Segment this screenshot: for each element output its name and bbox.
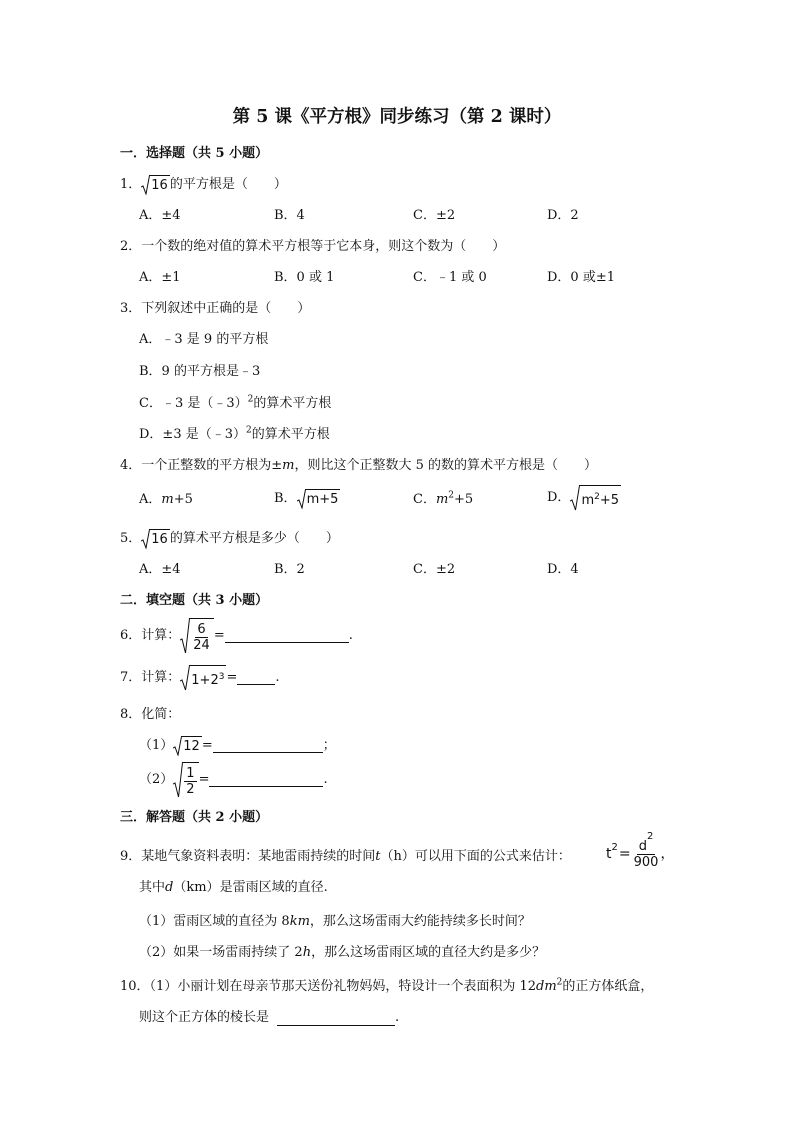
sqrt-expression xyxy=(141,175,170,195)
question-8: 8．化简： xyxy=(120,707,181,722)
answer-blank[interactable] xyxy=(225,630,349,643)
radicand: m $^2$ +5 xyxy=(580,485,621,511)
question-6: 6．计算： $\frac{6}{24}$ = . xyxy=(120,618,353,654)
question-9-part-2: （2）如果一场雷雨持续了 2h，那么这场雷雨区域的直径大约是多少？ xyxy=(139,945,546,960)
radical-sign-icon xyxy=(173,762,183,798)
option-a: A．m+5 xyxy=(139,492,193,507)
question-10-line-2: 则这个正方体的棱长是 . xyxy=(139,1010,400,1025)
radicand: 12 xyxy=(182,736,202,756)
question-8-part-2: （2） $\frac{1}{2}$ = . xyxy=(139,762,328,798)
option-a: A．±1 xyxy=(139,270,181,285)
question-number: 5． xyxy=(120,531,142,546)
question-4: 4．一个正整数的平方根为±m，则比这个正整数大 5 的数的算术平方根是（ ） xyxy=(120,458,598,473)
option-b: B．2 xyxy=(274,562,305,577)
answer-blank[interactable] xyxy=(237,672,275,685)
question-5 xyxy=(120,528,339,550)
question-8-part-1: （1） 12 = ； xyxy=(139,735,336,757)
fraction: $\frac{d^2}{900}$ xyxy=(633,831,659,870)
radicand: 16 xyxy=(150,175,170,195)
section-heading-choice: 一．选择题（共 5 小题） xyxy=(120,146,269,161)
sqrt-expression xyxy=(297,489,341,509)
answer-blank[interactable] xyxy=(277,1013,395,1026)
question-number: 1． xyxy=(120,177,142,192)
option-c: C．±2 xyxy=(413,562,456,577)
option-c: C．﹣1 或 0 xyxy=(413,270,487,285)
option-a: A．±4 xyxy=(139,562,181,577)
question-9-line-2: 其中d（km）是雷雨区域的直径. xyxy=(139,880,328,895)
radical-sign-icon xyxy=(141,175,150,195)
radical-sign-icon xyxy=(141,529,150,549)
question-7: 7．计算： 1+2 $^3$ = . xyxy=(120,664,280,692)
option-d: D． m $^2$ +5 xyxy=(547,484,621,512)
option-d: D．2 xyxy=(547,208,579,223)
sqrt-expression xyxy=(570,485,621,511)
radicand: 16 xyxy=(150,529,170,549)
option-b: B． m+5 xyxy=(274,487,340,511)
radicand: m+5 xyxy=(306,489,341,509)
question-stem: 的平方根是（ ） xyxy=(169,177,287,192)
question-9-line-1: 9．某地气象资料表明：某地雷雨持续的时间t（h）可以用下面的公式来估计： xyxy=(120,849,571,864)
fraction: $\frac{6}{24}$ xyxy=(193,621,210,653)
option-a: A．﹣3 是 9 的平方根 xyxy=(139,332,269,347)
question-3: 3．下列叙述中正确的是（ ） xyxy=(120,301,311,316)
sqrt-expression xyxy=(173,762,198,798)
fraction: $\frac{1}{2}$ xyxy=(186,765,195,797)
option-d: D．4 xyxy=(547,562,579,577)
formula-t-squared: t $^2$ = $\frac{d^2}{900}$ ， xyxy=(606,831,675,870)
sqrt-expression: 1+2 $^3$ xyxy=(180,665,226,691)
option-a: A．±4 xyxy=(139,208,181,223)
sqrt-expression xyxy=(141,529,170,549)
sqrt-expression xyxy=(180,618,214,654)
question-10-line-1: 10．（1）小丽计划在母亲节那天送份礼物妈妈，特设计一个表面积为 $12dm^2$的正方体纸盒， xyxy=(120,977,654,994)
question-1 xyxy=(120,174,287,196)
page-title: 第 5 课《平方根》同步练习（第 2 课时） xyxy=(232,107,562,127)
radical-sign-icon xyxy=(297,489,306,509)
option-b: B．9 的平方根是﹣3 xyxy=(139,364,261,379)
section-heading-solve: 三．解答题（共 2 小题） xyxy=(120,810,269,825)
option-d: D．±3 是（﹣3）$^2$的算术平方根 xyxy=(139,425,330,442)
question-2: 2．一个数的绝对值的算术平方根等于它本身，则这个数为（ ） xyxy=(120,239,506,254)
radical-sign-icon xyxy=(180,618,190,654)
question-stem: 的算术平方根是多少（ ） xyxy=(169,531,339,546)
option-b: B．4 xyxy=(274,208,305,223)
radical-sign-icon xyxy=(173,736,182,756)
answer-blank[interactable] xyxy=(209,774,323,787)
radical-sign-icon xyxy=(570,485,580,511)
answer-blank[interactable] xyxy=(213,740,323,753)
option-d: D．0 或±1 xyxy=(547,270,615,285)
section-heading-fill: 二．填空题（共 3 小题） xyxy=(120,593,269,608)
radical-sign-icon xyxy=(180,665,190,691)
question-9-part-1: （1）雷雨区域的直径为 8km，那么这场雷雨大约能持续多长时间？ xyxy=(139,914,531,929)
option-b: B．0 或 1 xyxy=(274,270,335,285)
option-c: C．±2 xyxy=(413,208,456,223)
option-c: C．﹣3 是（﹣3）$^2$的算术平方根 xyxy=(139,394,332,411)
option-c: C．$m^2+5$ xyxy=(413,490,474,507)
sqrt-expression xyxy=(173,736,202,756)
